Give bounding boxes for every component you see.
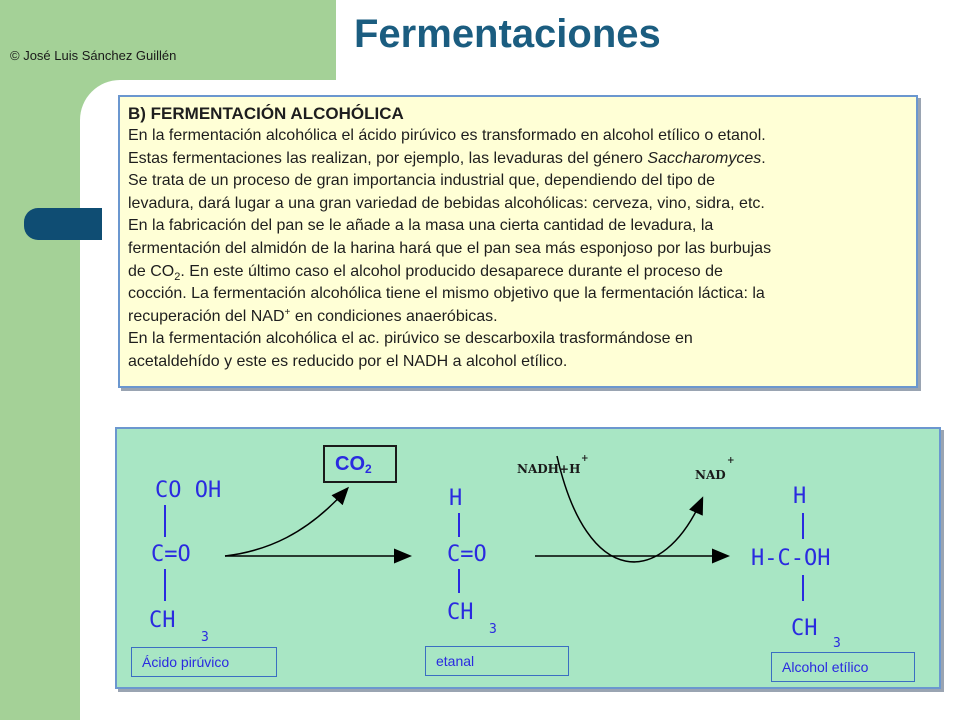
nad-label: NAD [695, 468, 726, 482]
methyl-group: CH [447, 600, 474, 625]
reaction-diagram [115, 427, 941, 689]
subscript: 3 [489, 622, 497, 637]
paragraph-line [128, 306, 908, 329]
paragraph-line: cocción. La fermentación alcohólica tiene el mismo objetivo que la fermentación láctica: la [128, 285, 765, 303]
subscript: 2 [365, 462, 372, 476]
paragraph-line: Se trata de un proceso de gran importancia industrial que, dependiendo del tipo de [128, 172, 716, 190]
line-text: en condiciones anaeróbicas. [290, 307, 498, 325]
carboxyl-group: CO OH [155, 478, 222, 503]
co2-release-arrow [225, 489, 347, 556]
nadh-label: NADH+H [517, 462, 581, 476]
pyruvic-acid-label: Ácido pirúvico [131, 647, 277, 677]
ethanal-label: etanal [425, 646, 569, 676]
line-text: . [761, 149, 766, 167]
slide-title: Fermentaciones [354, 12, 661, 56]
co2-product-box [323, 445, 397, 483]
hydrogen-atom: H [449, 486, 463, 511]
paragraph-line: fermentación del almidón de la harina hará que el pan sea más esponjoso por las burbujas [128, 239, 772, 257]
paragraph-line [128, 261, 908, 284]
superscript: + [581, 454, 589, 464]
line-text: . En este último caso el alcohol producido desaparece durante el proceso de [180, 262, 723, 280]
superscript: + [284, 306, 291, 318]
line-text: Estas fermentaciones las realizan, por ejemplo, las levaduras del género [128, 149, 648, 167]
paragraph-line: En la fabricación del pan se le añade a la masa una cierta cantidad de levadura, la [128, 217, 714, 235]
top-frame-band [0, 0, 336, 80]
paragraph-line: levadura, dará lugar a una gran variedad de bebidas alcohólicas: cerveza, vino, sidra, etc. [128, 194, 765, 212]
hydroxyl-carbon: H-C-OH [751, 546, 831, 571]
frame-tab-decoration [24, 208, 102, 240]
left-frame-bar [0, 0, 80, 720]
subscript: 3 [201, 630, 209, 645]
paragraph-line: acetaldehído y este es reducido por el NADH a alcohol etílico. [128, 352, 568, 370]
subscript: 3 [833, 636, 841, 651]
superscript: + [727, 456, 735, 466]
subscript: 2 [174, 270, 181, 283]
methyl-group: CH [149, 608, 176, 633]
carbonyl-group: C=O [447, 542, 487, 567]
frame-corner-curve [80, 80, 120, 120]
line-text: recuperación del NAD [128, 307, 285, 325]
explanation-panel [118, 95, 918, 388]
genus-name: Saccharomyces [647, 149, 762, 167]
co2-text: CO [335, 453, 365, 475]
methyl-group: CH [791, 616, 818, 641]
line-text: de CO [128, 262, 175, 280]
ethanol-label: Alcohol etílico [771, 652, 915, 682]
hydrogen-atom: H [793, 484, 807, 509]
paragraph-line [128, 148, 908, 171]
section-heading: B) FERMENTACIÓN ALCOHÓLICA [128, 104, 404, 123]
carbonyl-group: C=O [151, 542, 191, 567]
copyright-text: © José Luis Sánchez Guillén [10, 48, 177, 63]
paragraph-line: En la fermentación alcohólica el ácido pirúvico es transformado en alcohol etílico o etanol. [128, 127, 766, 144]
paragraph-line: En la fermentación alcohólica el ac. pirúvico se descarboxila trasformándose en [128, 330, 693, 348]
